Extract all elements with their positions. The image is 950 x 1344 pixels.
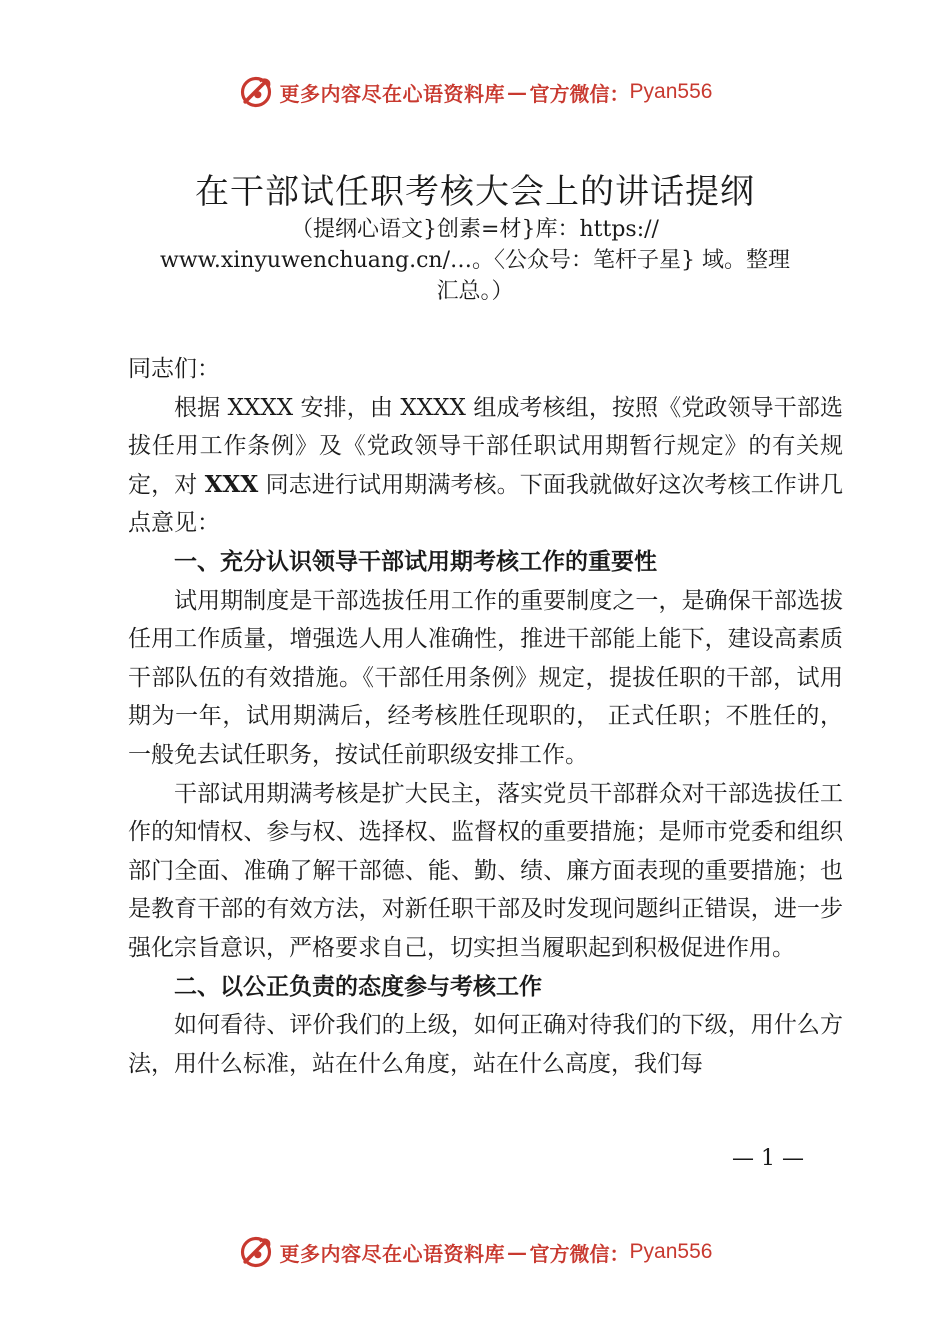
banner-wechat-label: 官方微信： [529, 81, 630, 106]
section-heading-2: 二、以公正负责的态度参与考核工作 [174, 973, 542, 1000]
paragraph-1-bold: XXX [204, 470, 259, 498]
document-subtitle: （提纲心语文}创素=材}库：https:// www.xinyuwenchuang.cn/…。〈公众号：笔杆子星} 域。整理汇总。） [159, 217, 791, 304]
greeting: 同志们： [128, 356, 220, 382]
paragraph-3: 干部试用期满考核是扩大民主，落实党员干部群众对干部选拔任工作的知情权、参与权、选择权、监督权的重要措施；是师市党委和组织部门全面、准确了解干部德、能、勤、绩、廉方面表现的重要措施；也是教育干部的有效方法，对新任职干部及时发现问题纠正错误，进一步强化宗旨意识，严格要求自己，切实担当履职起到积极促进作用。 [128, 780, 843, 961]
top-banner [0, 72, 950, 112]
document-body [128, 350, 843, 1083]
section-heading-1: 一、充分认识领导干部试用期考核工作的重要性 [174, 548, 657, 575]
brush-logo-icon [238, 1234, 274, 1270]
paragraph-4: 如何看待、评价我们的上级，如何正确对待我们的下级，用什么方法，用什么标准，站在什么角度，站在什么高度，我们每 [128, 1012, 843, 1077]
bottom-banner [0, 1232, 950, 1272]
banner-wechat-id: Pyan556 [629, 1240, 713, 1263]
paragraph-1-part-b: 同志进行试用期满考核。下面我就做好这次考核工作讲几点意见： [128, 471, 843, 537]
banner-separator: — [507, 80, 528, 104]
banner-wechat-id: Pyan556 [629, 80, 713, 103]
document-title: 在干部试任职考核大会上的讲话提纲 [195, 172, 755, 212]
banner-text: 更多内容尽在心语资料库 [279, 1241, 506, 1266]
banner-wechat-label: 官方微信： [529, 1241, 630, 1266]
paragraph-1 [128, 389, 843, 543]
banner-separator: — [507, 1240, 528, 1264]
page-number: — 1 — [732, 1146, 804, 1171]
brush-logo-icon [238, 74, 274, 110]
paragraph-2: 试用期制度是干部选拔任用工作的重要制度之一，是确保干部选拔任用工作质量，增强选人用人准确性，推进干部能上能下，建设高素质干部队伍的有效措施。《干部任用条例》规定，提拔任职的干部，试用期为一年，试用期满后，经考核胜任现职的， 正式任职；不胜任的，一般免去试任职务，按试任前职级安排工作。 [128, 587, 843, 768]
banner-text: 更多内容尽在心语资料库 [279, 81, 506, 106]
paragraph-1-part-a: 根据 XXXX 安排，由 XXXX 组成考核组，按照《党政领导干部选拔任用工作条例》及《党政领导干部任职试用期暂行规定》的有关规定，对 [128, 394, 843, 498]
